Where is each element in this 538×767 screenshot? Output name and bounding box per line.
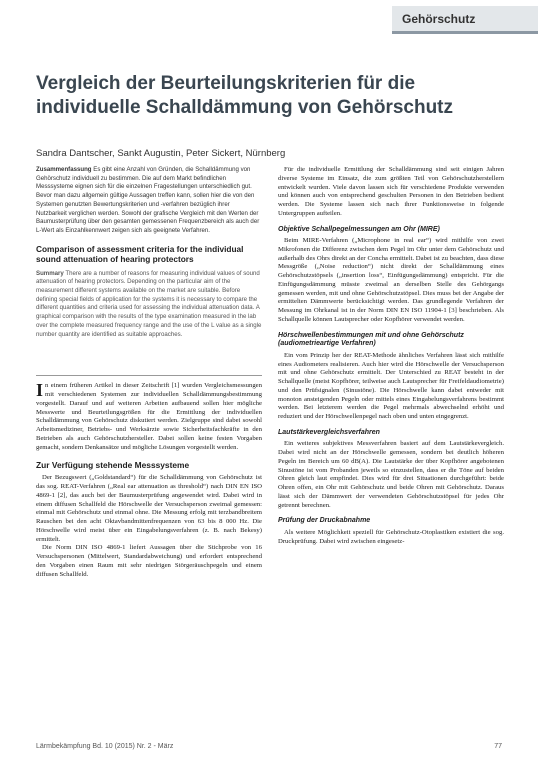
- abstract-separator: [36, 375, 262, 376]
- paragraph-intro-right: Für die individuelle Ermittlung der Schalldämmung sind seit einigen Jahren diverse Systeme im Einsatz, die zum größten Teil von Gehörschutzherstellern entwickelt wurden. Viele davon lassen sich für verschiedene Produkte verwenden und können auch von entsprechend geschulten Personen in den Betrieben bedient werden. Die Systeme lassen sich nach ihrer Funktionsweise in folgende Untergruppen aufteilen.: [278, 166, 504, 217]
- abstract-en-title: Comparison of assessment criteria for the individual sound attenuation of hearing protectors: [36, 243, 244, 264]
- abstract-de-lead: Zusammenfassung: [36, 166, 92, 173]
- left-column: [36, 166, 262, 579]
- paragraph-hoerschwelle: Ein vom Prinzip her der REAT-Methode ähnliches Verfahren lässt sich mithilfe eines Audiometers realisieren. Auch hier wird die Hörschwelle der Versuchsperson mit und ohne Gehörschutz ermittelt. Der Unterschied zu REAT besteht in der Schallquelle (meist Kopfhörer, teilweise auch Lautsprecher für Freifeldaudiometrie) und den Prüfsignalen (Sinustöne). Die Hörschwelle kann dabei entweder mit monoton ansteigenden Pegeln oder mittels eines Eingabelungsverfahrens bestimmt werden. Bei letzterem werden die Pegel mehrmals abwechselnd erhöht und reduziert und der Hörschwellenpegel nach oben und unten eingegrenzt.: [278, 351, 504, 421]
- heading-messsysteme: Zur Verfügung stehende Messsysteme: [36, 460, 190, 471]
- page-footer: [36, 743, 502, 750]
- abstract-en-text: There are a number of reasons for measuring individual values of sound attenuation of hearing protectors. Depending on the particular aim of the measurement different systems available on the market are suitable. Before defining special fields of application for the systems it is necessary to compare the different quantities and criteria used for assessing the individual attenuation data. A graphical comparison with the results of the type examination measured in the lab over the complete measured frequency range and the use of the L value as a single number quantity are identified as suitable approaches.: [36, 269, 262, 338]
- heading-mire: Objektive Schallpegelmessungen am Ohr (MIRE): [278, 225, 440, 233]
- section-tag-underline: [392, 31, 538, 34]
- paragraph-lautstaerke: Ein weiteres subjektives Messverfahren basiert auf dem Lautstärkevergleich. Dabei wird nicht an der Hörschwelle gemessen, sondern bei deutlich höheren Pegeln im Bereich um 60 dB(A). Die Lautstärke der über Kopfhörer angebotenen Sinustöne ist vom Probanden jeweils so einzustellen, dass er die Töne auf beiden Ohren gleich laut empfindet. Dies wird für drei Situationen durchgeführt: beide Ohren offen, ein Ohr mit Gehörschutz und beide Ohren mit Gehörschutz. Daraus lässt sich der Dämmwert der verwendeten Gehörschutzstöpsel für jedes Ohr getrennt berechnen.: [278, 440, 504, 509]
- abstract-de-text: Es gibt eine Anzahl von Gründen, die Schalldämmung von Gehörschutz individuell zu bestimmen. Die auf dem Markt befindlichen Messsysteme eignen sich für die einzelnen Fragestellungen unterschiedlich gut. Bevor man dazu allgemein gültige Aussagen treffen kann, sollen hier die von den Systemen genutzten Bewertungskriterien und -verfahren bezüglich ihrer Nutzbarkeit verglichen werden. Sowohl der grafische Vergleich mit den Werten der Baumusterprüfung über den gesamten gemessenen Frequenzbereich als auch der L-Wert als Einzahlkennwert zeigen sich als geeignete Verfahren.: [36, 166, 260, 234]
- article-title: Vergleich der Beurteilungskriterien für die individuelle Schalldämmung von Gehörschutz: [36, 73, 454, 118]
- section-tag: [392, 6, 538, 31]
- abstract-de: [36, 166, 262, 236]
- journal-citation: Lärmbekämpfung Bd. 10 (2015) Nr. 2 - März: [36, 743, 174, 750]
- paragraph-messsysteme-2: Die Norm DIN ISO 4869-1 liefert Aussagen über die Stichprobe von 16 Versuchspersonen (Mittelwert, Standardabweichung) und erfordert entsprechend den Vorgaben einen Raum mit sehr niedrigen Störgeräuschpegeln und einem diffusen Schallfeld.: [36, 544, 262, 578]
- heading-hoerschwelle: Hörschwellenbestimmungen mit und ohne Gehörschutz (audiometrieartige Verfahren): [278, 331, 464, 348]
- abstract-en-lead: Summary: [36, 269, 64, 277]
- right-column: [278, 166, 504, 546]
- section-tag-label: Gehörschutz: [402, 11, 476, 26]
- paragraph-mire: Beim MIRE-Verfahren („Microphone in real ear“) wird mithilfe von zwei Mikrofonen die Differenz zwischen dem Pegel im Ohr unter dem Gehörschutz und außerhalb des Ohrs direkt an der Concha ermittelt. Dabei ist zu beachten, dass diese Messgröße („Noise reduction“) nicht direkt der Schalldämmung eines Gehörschutzstöpsels („insertion loss“, Einfügungsdämmung) entspricht. Für die Einfügungsdämmung müsste zweimal an derselben Stelle des Gehörgangs gemessen werden, mit und ohne Gehörschutzstöpsel. Dies muss bei der Angabe der ermittelten Dämmwerte berücksichtigt werden. Das grundlegende Verfahren der Messung im Ohrkanal ist in der Norm DIN EN ISO 11904-1 [3] beschrieben. Als Schallquelle können Lautsprecher oder Kopfhörer verwendet werden.: [278, 237, 504, 323]
- page-number: 77: [494, 743, 502, 750]
- heading-lautstaerke: Lautstärkevergleichsverfahren: [278, 428, 380, 436]
- paragraph-druckabnahme: Als weitere Möglichkeit speziell für Gehörschutz-Otoplastiken existiert die sog. Druckprüfung. Dabei wird zwischen eingesetz-: [278, 528, 504, 545]
- heading-druckabnahme: Prüfung der Druckabnahme: [278, 517, 371, 525]
- intro-paragraph: In einem früheren Artikel in dieser Zeitschrift [1] wurden Vergleichsmessungen mit verschiedenen Systemen zur individuellen Schalldämmungsbestimmung vorgestellt. Darauf und auf weiteren Arbeiten aufbauend sollen hier mögliche Messwerte und Beurteilungsgrößen für die Ermittlung der individuellen Schalldämmung von Gehörschutz diskutiert werden. Zielgruppe sind dabei sowohl Arbeitsmediziner, Betriebs- und Werksärzte sowie Sicherheitsfachkräfte in den Betrieben als auch Gehörschutzhersteller. Dabei sollen keine festen Vorgaben gemacht, sondern Denkansätze und mögliche Lösungen vorgestellt werden.: [36, 380, 262, 451]
- authors: Sandra Dantscher, Sankt Augustin, Peter Sickert, Nürnberg: [36, 148, 286, 159]
- abstract-en: [36, 270, 262, 340]
- paragraph-messsysteme-1: Der Bezugswert („Goldstandard“) für die Schalldämmung von Gehörschutz ist das sog. REAT-Verfahren („Real ear attenuation as threshold“) nach DIN EN ISO 4869-1 [2], das auch bei der Baumusterprüfung angewendet wird. Dabei wird in einem diffusen Schallfeld die Hörschwelle der Versuchsperson zweimal gemessen: einmal mit Gehörschutz und einmal ohne. Die Messung erfolg mit terzbandbreitem Rauschen bei den acht Oktavbandmittenfrequenzen von 63 bis 8 000 Hz. Die Hörschwelle wird meist über ein Eingabelungsverfahren (z. B. nach Bekesy) ermittelt.: [36, 474, 262, 543]
